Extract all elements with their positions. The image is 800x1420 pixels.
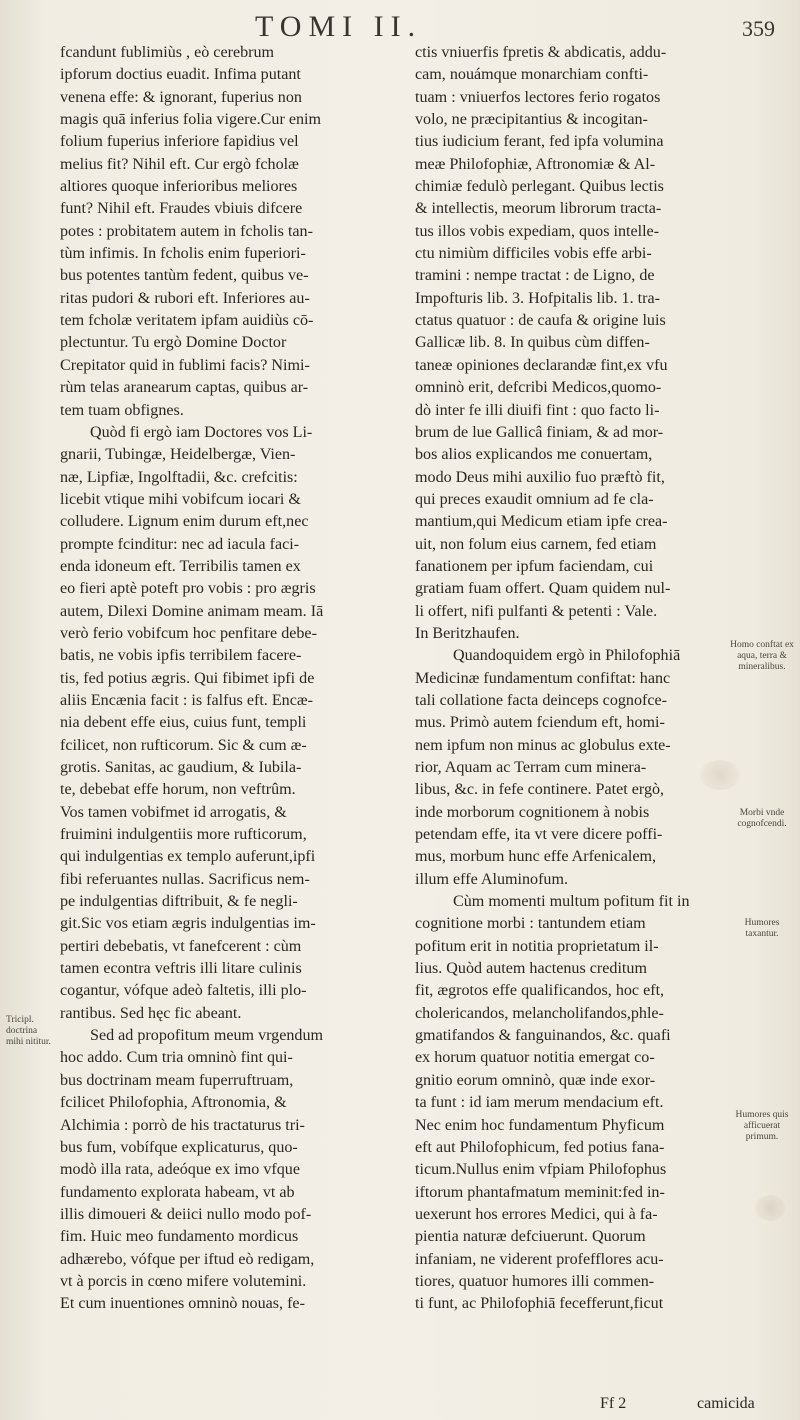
text-line: In Beritzhaufen. bbox=[415, 624, 520, 642]
text-line: inde morborum cognitionem à nobis bbox=[415, 803, 650, 821]
text-line: venena effe: & ignorant, fuperius non bbox=[60, 88, 302, 106]
text-line: gratiam fuam offert. Quam quidem nul- bbox=[415, 580, 671, 598]
left-column bbox=[60, 42, 410, 1316]
text-line: fundamento explorata habeam, vt ab bbox=[60, 1183, 295, 1201]
text-line: Sed ad propofitum meum vrgendum bbox=[90, 1027, 324, 1045]
text-line: gnarii, Tubingæ, Heidelbergæ, Vien- bbox=[60, 446, 296, 464]
text-line: magis quā inferius folia vigere.Cur enim bbox=[60, 111, 322, 129]
margin-note-doctrine: Tricipl. doctrina mihi nititur. bbox=[6, 1015, 51, 1047]
text-line: ti funt, ac Philofophiā fecefferunt,ficut bbox=[415, 1295, 664, 1313]
text-line: autem, Dilexi Domine animam meam. Iā bbox=[60, 602, 324, 620]
text-line: ex horum quatuor notitia emergat co- bbox=[415, 1049, 655, 1067]
text-line: tus illos vobis expediam, quos intelle- bbox=[415, 222, 660, 240]
text-line: Impofturis lib. 3. Hofpitalis lib. 1. tra- bbox=[415, 289, 660, 307]
text-line: te, debebat effe horum, non veftrûm. bbox=[60, 781, 296, 799]
text-line: adhærebo, vófque per iftud eò redigam, bbox=[60, 1250, 315, 1268]
text-line: Nec enim hoc fundamentum Phyficum bbox=[415, 1116, 665, 1134]
text-line: pientia naturæ defciuerunt. Quorum bbox=[415, 1228, 646, 1246]
text-line: dò inter fe illi diuifi fint : quo facto li- bbox=[415, 401, 660, 419]
text-line: Crepitator quid in fublimi facis? Nimi- bbox=[60, 356, 310, 374]
signature-mark: Ff 2 bbox=[600, 1395, 627, 1412]
text-line: ctu nimiùm difficiles vobis effe arbi- bbox=[415, 245, 652, 263]
text-line: fcandunt fublimiùs , eò cerebrum bbox=[60, 44, 275, 61]
text-line: cholericandos, melancholifandos,phle- bbox=[415, 1004, 664, 1022]
text-line: petendam effe, ita vt vere dicere poffi- bbox=[415, 826, 663, 844]
text-line: eo fieri aptè poteft pro vobis : pro ægris bbox=[60, 580, 316, 598]
text-line: batis, ne vobis ipfis terribilem facere- bbox=[60, 647, 302, 665]
text-line: hoc addo. Cum tria omninò fint qui- bbox=[60, 1049, 293, 1067]
text-line: verò ferio vobifcum hoc penfitare debe- bbox=[60, 624, 317, 642]
text-line: pe indulgentias diftribuit, & fe negli- bbox=[60, 893, 298, 911]
text-line: Et cum inuentiones omninò nouas, fe- bbox=[60, 1295, 305, 1313]
text-line: tali collatione facta deinceps cognofce- bbox=[415, 691, 668, 709]
text-line: rantibus. Sed hęc fic abeant. bbox=[60, 1004, 242, 1022]
text-line: & intellectis, meorum librorum tracta- bbox=[415, 200, 662, 218]
text-line: mantium,qui Medicum etiam ipfe crea- bbox=[415, 513, 668, 531]
text-line: ticum.Nullus enim vfpiam Philofophus bbox=[415, 1161, 667, 1179]
text-line: modò illa rata, adeóque ex imo vfque bbox=[60, 1161, 300, 1179]
text-line: ctatus quatuor : de caufa & origine luis bbox=[415, 312, 666, 330]
text-line: vt à porcis in cœno mifere volutemini. bbox=[60, 1272, 307, 1290]
text-line: Quandoquidem ergò in Philofophiā bbox=[453, 647, 681, 665]
text-line: altiores quoque inferioribus meliores bbox=[60, 178, 298, 196]
text-line: modo Deus mihi auxilio fuo præftò fit, bbox=[415, 468, 665, 486]
text-line: pertiri debebatis, vt fanefcerent : cùm bbox=[60, 937, 302, 955]
text-line: bus potentes tantùm fedent, quibus ve- bbox=[60, 267, 309, 285]
text-line: meæ Philofophiæ, Aftronomiæ & Al- bbox=[415, 155, 656, 173]
text-line: chimiæ fedulò perlegant. Quibus lectis bbox=[415, 178, 664, 196]
text-line: prompte fcinditur: nec ad iacula faci- bbox=[60, 535, 300, 553]
running-head bbox=[0, 8, 800, 42]
text-line: tramini : nempe tractat : de Ligno, de bbox=[415, 267, 655, 285]
text-line: uit, non folum eius carnem, fed etiam bbox=[415, 535, 657, 553]
volume-title: TOMI II. bbox=[255, 10, 423, 43]
catchword: camicida bbox=[697, 1395, 755, 1412]
text-line: nia debent effe eius, cuius funt, templi bbox=[60, 714, 307, 732]
text-line: tem fcholæ veritatem ipfam auidiùs cō- bbox=[60, 312, 314, 330]
text-line: brum de lue Gallicâ finiam, & ad mor- bbox=[415, 423, 664, 441]
text-line: fibi referuantes nullas. Sacrificus nem- bbox=[60, 870, 310, 888]
text-line: qui indulgentias ex templo auferunt,ipfi bbox=[60, 848, 316, 866]
text-line: tiores, quatuor humores illi commen- bbox=[415, 1272, 655, 1290]
text-line: mus. Primò autem fciendum eft, homi- bbox=[415, 714, 665, 732]
text-line: iftorum phantafmatum meminit:fed in- bbox=[415, 1183, 665, 1201]
text-line: ctis vniuerfis fpretis & abdicatis, addu- bbox=[415, 44, 667, 61]
text-line: taneæ opiniones declarandæ fint,ex vfu bbox=[415, 356, 668, 374]
text-line: fcilicet, non rufticorum. Sic & cum æ- bbox=[60, 736, 307, 754]
margin-note-humores-2: Humores quis afficuerat primum. bbox=[735, 1110, 789, 1142]
text-line: bus fum, vobífque explicaturus, quo- bbox=[60, 1138, 298, 1156]
text-line: grotis. Sanitas, ac gaudium, & Iubila- bbox=[60, 759, 302, 776]
text-line: funt? Nihil eft. Fraudes vbiuis difcere bbox=[60, 200, 303, 218]
text-line: Gallicæ lib. 8. In quibus cùm diffen- bbox=[415, 334, 650, 352]
text-line: li offert, nifi pulfanti & petenti : Vale. bbox=[415, 602, 658, 620]
text-line: libus, &c. in fefe continere. Patet ergò, bbox=[415, 781, 665, 799]
text-line: rùm telas aranearum captas, quibus ar- bbox=[60, 379, 309, 397]
text-line: fruimini indulgentiis more rufticorum, bbox=[60, 826, 307, 844]
text-line: tis, fed potius ægris. Qui fibimet ipfi de bbox=[60, 669, 315, 687]
text-line: fim. Huic meo fundamento mordicus bbox=[60, 1228, 299, 1246]
text-line: Medicinæ fundamentum confiftat: hanc bbox=[415, 669, 671, 687]
text-line: Vos tamen vobifmet id arrogatis, & bbox=[60, 803, 287, 821]
text-line: melius fit? Nihil eft. Cur ergò fcholæ bbox=[60, 155, 299, 173]
text-line: ritas pudori & rubori eft. Inferiores au- bbox=[60, 289, 310, 307]
text-line: illum effe Aluminofum. bbox=[415, 870, 569, 888]
text-line: colludere. Lignum enim durum eft,nec bbox=[60, 513, 309, 531]
text-line: bus doctrinam meam fuperruftruam, bbox=[60, 1071, 294, 1089]
page-number: 359 bbox=[742, 16, 775, 41]
text-line: uexerunt hos errores Medici, qui à fa- bbox=[415, 1205, 658, 1223]
text-line: aliis Encænia facit : is falfus eft. Encæ- bbox=[60, 691, 313, 709]
text-line: folium fuperius inferiore fapidius vel bbox=[60, 133, 299, 151]
text-line: nem ipfum non minus ac globulus exte- bbox=[415, 736, 671, 754]
text-line: tùm infimis. In fcholis enim fuperiori- bbox=[60, 245, 306, 263]
text-line: eft aut Philofophicum, fed potius fana- bbox=[415, 1138, 665, 1156]
text-line: fit, ægrotos effe qualificandos, hoc eft, bbox=[415, 982, 665, 1000]
margin-note-homo: Homo conftat ex aqua, terra & mineralibus. bbox=[730, 640, 794, 672]
text-line: bos alios explicandos me conuertam, bbox=[415, 446, 653, 464]
text-line: lius. Quòd autem hactenus creditum bbox=[415, 960, 647, 978]
text-line: tamen econtra veftris illi litare culinis bbox=[60, 960, 302, 978]
paper-stain bbox=[755, 1195, 785, 1221]
text-line: illis dimoueri & deiici nullo modo pof- bbox=[60, 1205, 312, 1223]
text-line: volo, ne præcipitantius & incogitan- bbox=[415, 111, 648, 129]
text-line: tius iudicium ferant, fed ipfa volumina bbox=[415, 133, 664, 151]
text-line: fcilicet Philofophia, Aftronomia, & bbox=[60, 1094, 287, 1112]
text-line: infaniam, ne viderent profefflores acu- bbox=[415, 1250, 664, 1268]
text-line: Alchimia : porrò de his tractaturus tri- bbox=[60, 1116, 305, 1134]
text-line: cognitione morbi : tantundem etiam bbox=[415, 915, 646, 933]
text-line: licebit vtique mihi vobifcum iocari & bbox=[60, 490, 301, 508]
text-line: mus, morbum hunc effe Arfenicalem, bbox=[415, 848, 657, 866]
text-line: cam, nouámque monarchiam confti- bbox=[415, 66, 649, 84]
text-line: gmatifandos & fanguinandos, &c. quafi bbox=[415, 1027, 671, 1045]
text-line: tuam : vniuerfos lectores ferio rogatos bbox=[415, 88, 661, 106]
text-line: Quòd fi ergò iam Doctores vos Li- bbox=[90, 423, 313, 441]
text-line: git.Sic vos etiam ægris indulgentias im- bbox=[60, 915, 316, 933]
text-line: gnitio eorum omninò, quæ inde exor- bbox=[415, 1071, 656, 1089]
text-line: cogantur, vófque adeò faltetis, illi plo- bbox=[60, 982, 307, 1000]
margin-note-morbi: Morbi vnde cognofcendi. bbox=[737, 808, 787, 829]
text-line: qui preces exaudit omnium ad fe cla- bbox=[415, 490, 654, 508]
right-column bbox=[415, 42, 723, 1316]
text-line: næ, Lipfiæ, Ingolftadii, &c. crefcitis: bbox=[60, 468, 298, 486]
text-line: Cùm momenti multum pofitum fit in bbox=[453, 893, 690, 911]
margin-note-humores: Humores taxantur. bbox=[744, 918, 780, 939]
text-line: enda idoneum eft. Terribilis tamen ex bbox=[60, 557, 301, 575]
text-line: potes : probitatem autem in fcholis tan- bbox=[60, 222, 313, 240]
text-line: ta funt : id iam merum mendacium eft. bbox=[415, 1094, 664, 1112]
text-line: rior, Aquam ac Terram cum minera- bbox=[415, 759, 647, 776]
text-line: ipforum doctius euadit. Infima putant bbox=[60, 66, 301, 84]
text-line: fanationem per ipfum faciendam, cui bbox=[415, 557, 654, 575]
text-line: plectuntur. Tu ergò Domine Doctor bbox=[60, 334, 287, 352]
text-line: tem tuam obfignes. bbox=[60, 401, 184, 419]
text-line: pofitum erit in notitia proprietatum il- bbox=[415, 937, 659, 955]
text-line: omninò erit, defcribi Medicos,quomo- bbox=[415, 379, 662, 397]
